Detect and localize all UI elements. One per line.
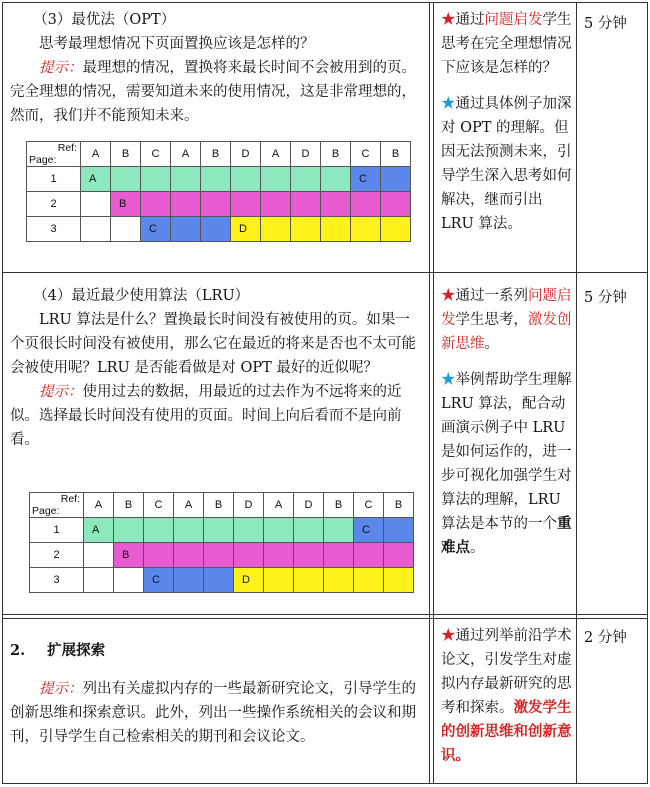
grid-frame-cell xyxy=(231,217,261,242)
grid-frame-cell xyxy=(114,543,144,568)
grid-frame-cell xyxy=(171,217,201,242)
grid-ref-cell: B xyxy=(204,493,234,518)
grid-frame-cell xyxy=(264,568,294,593)
grid-frame-cell xyxy=(201,192,231,217)
grid-ref-cell: A xyxy=(81,142,111,167)
opt-question: 思考最理想情况下页面置换应该是怎样的？ xyxy=(39,36,315,52)
ext-heading-text: 扩展探索 xyxy=(47,641,106,659)
grid-frame-number: 3 xyxy=(30,568,84,593)
grid-ref-cell: C xyxy=(141,142,171,167)
grid-frame-cell xyxy=(291,217,321,242)
grid-frame-number: 1 xyxy=(30,518,84,543)
grid-frame-cell xyxy=(204,543,234,568)
grid-frame-cell xyxy=(324,568,354,593)
grid-frame-cell xyxy=(261,167,291,192)
grid-frame-cell xyxy=(144,518,174,543)
grid-frame-cell xyxy=(81,192,111,217)
grid-frame-cell xyxy=(111,217,141,242)
lru-page-grid xyxy=(29,492,414,593)
grid-ref-label: Ref: xyxy=(60,493,80,505)
opt-note-1-text-a: 通过 xyxy=(455,12,485,28)
lru-note-2 xyxy=(441,368,573,560)
grid-row xyxy=(30,568,414,593)
opt-hint-text: 最理想的情况，置换将来最长时间不会被用到的页。完全理想的情况，需要知道未来的使用情况，这是非常理想的，然而，我们并不能预知未来。 xyxy=(10,60,416,124)
grid-row xyxy=(27,167,411,192)
grid-frame-number: 2 xyxy=(30,543,84,568)
grid-ref-cell: A xyxy=(261,142,291,167)
lru-hint-text: 使用过去的数据，用最近的过去作为不远将来的近似。选择最长时间没有使用的页面。时间上向后看而不是向前看。 xyxy=(10,384,402,448)
grid-frame-cell xyxy=(144,543,174,568)
grid-frame-cell xyxy=(324,518,354,543)
table-bottom-border xyxy=(2,783,648,784)
ext-note-1-text: 通过列举前沿学术论文，引发学生对虚拟内存最新研究的思考和探索。 xyxy=(441,628,572,716)
opt-teaching-notes xyxy=(441,8,573,236)
star-blue-icon: ★ xyxy=(441,96,456,112)
column-divider xyxy=(576,2,577,784)
grid-frame-cell xyxy=(141,192,171,217)
ext-heading-num: 2. xyxy=(10,641,26,659)
grid-frame-page: D xyxy=(239,223,247,235)
grid-ref-cell: B xyxy=(384,493,414,518)
grid-row xyxy=(27,217,411,242)
ext-heading xyxy=(10,639,422,663)
grid-ref-cell: D xyxy=(291,142,321,167)
grid-frame-cell xyxy=(321,217,351,242)
grid-frame-cell xyxy=(354,518,384,543)
grid-frame-cell xyxy=(294,568,324,593)
grid-frame-cell xyxy=(381,167,411,192)
opt-time: 5 分钟 xyxy=(584,16,627,32)
opt-hint-label: 提示： xyxy=(39,60,83,76)
grid-frame-page: C xyxy=(152,574,160,586)
grid-ref-cell: C xyxy=(354,493,384,518)
grid-row xyxy=(30,543,414,568)
lru-note-1-red-b: 激发创新思维 xyxy=(441,312,572,352)
lru-heading: （4）最近最少使用算法（LRU） xyxy=(33,288,250,304)
lru-time: 5 分钟 xyxy=(584,290,627,306)
lru-note-1-text-b: 学生思考， xyxy=(455,312,528,328)
grid-frame-cell xyxy=(294,518,324,543)
grid-frame-cell xyxy=(381,217,411,242)
grid-frame-cell xyxy=(234,518,264,543)
ext-time: 2 分钟 xyxy=(584,630,627,646)
grid-frame-cell xyxy=(384,543,414,568)
column-divider xyxy=(429,2,430,784)
grid-ref-cell: A xyxy=(84,493,114,518)
grid-ref-label: Ref: xyxy=(57,142,77,154)
grid-frame-cell xyxy=(84,568,114,593)
grid-frame-page: A xyxy=(92,524,100,536)
grid-frame-cell xyxy=(114,518,144,543)
lru-hint-label: 提示： xyxy=(39,384,83,400)
grid-frame-cell xyxy=(294,543,324,568)
lru-section xyxy=(10,284,422,452)
table-right-border xyxy=(647,2,648,784)
grid-ref-cell: A xyxy=(174,493,204,518)
star-red-icon: ★ xyxy=(441,12,456,28)
grid-frame-page: B xyxy=(122,549,130,561)
grid-frame-cell xyxy=(231,192,261,217)
grid-page-label: Page: xyxy=(32,505,60,517)
opt-section xyxy=(10,8,422,128)
row-divider xyxy=(2,618,648,619)
ext-hint-label: 提示： xyxy=(39,681,83,697)
grid-frame-cell xyxy=(174,568,204,593)
ext-section xyxy=(10,624,422,749)
opt-note-1 xyxy=(441,8,573,80)
opt-heading: （3）最优法（OPT） xyxy=(33,12,176,28)
grid-ref-cell: B xyxy=(111,142,141,167)
grid-frame-cell xyxy=(201,167,231,192)
grid-frame-cell xyxy=(321,167,351,192)
ext-note-1 xyxy=(441,624,573,768)
row-divider xyxy=(2,272,648,273)
ext-teaching-notes xyxy=(441,624,573,768)
opt-note-1-red: 问题启发 xyxy=(484,12,543,28)
opt-page-grid xyxy=(26,141,411,242)
star-red-icon: ★ xyxy=(441,288,456,304)
grid-ref-cell: D xyxy=(234,493,264,518)
grid-ref-cell: B xyxy=(114,493,144,518)
grid-frame-cell xyxy=(204,568,234,593)
grid-frame-cell xyxy=(171,167,201,192)
grid-frame-cell xyxy=(231,167,261,192)
grid-frame-number: 3 xyxy=(27,217,81,242)
grid-corner-label xyxy=(30,493,84,518)
grid-frame-cell xyxy=(171,192,201,217)
grid-ref-cell: A xyxy=(171,142,201,167)
grid-frame-cell xyxy=(144,568,174,593)
grid-frame-cell xyxy=(111,167,141,192)
grid-frame-cell xyxy=(261,192,291,217)
grid-row xyxy=(27,192,411,217)
lru-question: LRU 算法是什么？置换最长时间没有被使用的页。如果一个页很长时间没有被使用，那么它在最近的将来是否也不太可能会被使用呢？LRU 是否能看做是对 OPT 最好的近似呢？ xyxy=(10,312,416,376)
grid-frame-page: A xyxy=(89,173,97,185)
grid-row xyxy=(30,518,414,543)
lru-note-1-text-a: 通过一系列 xyxy=(455,288,528,304)
opt-hint xyxy=(10,56,422,128)
grid-frame-cell xyxy=(351,167,381,192)
grid-frame-cell xyxy=(174,518,204,543)
table-left-border xyxy=(2,2,3,784)
lru-teaching-notes xyxy=(441,284,573,560)
grid-frame-cell xyxy=(174,543,204,568)
grid-ref-cell: B xyxy=(381,142,411,167)
column-divider xyxy=(433,2,434,784)
grid-frame-cell xyxy=(354,543,384,568)
lru-note-2-text-b: 。 xyxy=(470,540,485,556)
table-top-border xyxy=(2,2,648,3)
grid-frame-cell xyxy=(351,192,381,217)
grid-ref-cell: B xyxy=(324,493,354,518)
grid-frame-cell xyxy=(84,543,114,568)
grid-frame-page: C xyxy=(362,524,370,536)
grid-frame-cell xyxy=(81,217,111,242)
grid-ref-cell: B xyxy=(321,142,351,167)
star-blue-icon: ★ xyxy=(441,372,456,388)
lru-note-1-red-a: 问题启发 xyxy=(441,288,572,328)
grid-frame-page: B xyxy=(119,198,127,210)
lru-note-2-bold: 重难点 xyxy=(441,515,572,556)
grid-frame-cell xyxy=(114,568,144,593)
grid-page-label: Page: xyxy=(29,154,57,166)
grid-frame-cell xyxy=(321,192,351,217)
grid-frame-cell xyxy=(84,518,114,543)
grid-ref-cell: D xyxy=(231,142,261,167)
lru-hint xyxy=(10,380,422,452)
grid-frame-cell xyxy=(264,543,294,568)
grid-frame-cell xyxy=(141,167,171,192)
grid-frame-cell xyxy=(204,518,234,543)
grid-ref-cell: C xyxy=(144,493,174,518)
grid-frame-cell xyxy=(384,568,414,593)
grid-frame-cell xyxy=(384,518,414,543)
grid-frame-cell xyxy=(324,543,354,568)
grid-frame-cell xyxy=(261,217,291,242)
grid-frame-cell xyxy=(351,217,381,242)
grid-ref-cell: C xyxy=(351,142,381,167)
grid-frame-cell xyxy=(381,192,411,217)
grid-frame-cell xyxy=(291,167,321,192)
grid-frame-cell xyxy=(201,217,231,242)
lru-note-1 xyxy=(441,284,573,356)
ext-note-1-red: 激发学生的创新思维和创新意识。 xyxy=(441,699,572,764)
ext-hint xyxy=(10,677,422,749)
grid-corner-label xyxy=(27,142,81,167)
grid-ref-cell: A xyxy=(264,493,294,518)
grid-frame-page: D xyxy=(242,574,250,586)
grid-frame-cell xyxy=(264,518,294,543)
opt-note-2-text: 通过具体例子加深对 OPT 的理解。但因无法预测未来，引导学生深入思考如何解决，继而引出 LRU 算法。 xyxy=(441,96,572,232)
grid-ref-cell: B xyxy=(201,142,231,167)
lru-note-2-text-a: 举例帮助学生理解 LRU 算法，配合动画演示例子中 LRU 是如何运作的，进一步可视化加强学生对算法的理解，LRU 算法是本节的一个 xyxy=(441,372,572,532)
row-divider xyxy=(2,614,648,615)
star-red-icon: ★ xyxy=(441,628,456,644)
grid-frame-page: C xyxy=(359,173,367,185)
grid-frame-number: 2 xyxy=(27,192,81,217)
grid-ref-cell: D xyxy=(294,493,324,518)
grid-frame-cell xyxy=(141,217,171,242)
grid-frame-cell xyxy=(111,192,141,217)
grid-frame-cell xyxy=(234,568,264,593)
grid-frame-page: C xyxy=(149,223,157,235)
grid-frame-cell xyxy=(354,568,384,593)
grid-frame-cell xyxy=(234,543,264,568)
opt-note-2 xyxy=(441,92,573,236)
ext-hint-text: 列出有关虚拟内存的一些最新研究论文，引导学生的创新思维和探索意识。此外，列出一些操作系统相关的会议和期刊，引导学生自己检索相关的期刊和会议论文。 xyxy=(10,681,416,745)
grid-frame-cell xyxy=(81,167,111,192)
lru-note-1-text-c: 。 xyxy=(484,336,499,352)
grid-frame-number: 1 xyxy=(27,167,81,192)
grid-frame-cell xyxy=(291,192,321,217)
opt-note-1-text-b: 学生思考在完全理想情况下应该是怎样的？ xyxy=(441,12,572,76)
